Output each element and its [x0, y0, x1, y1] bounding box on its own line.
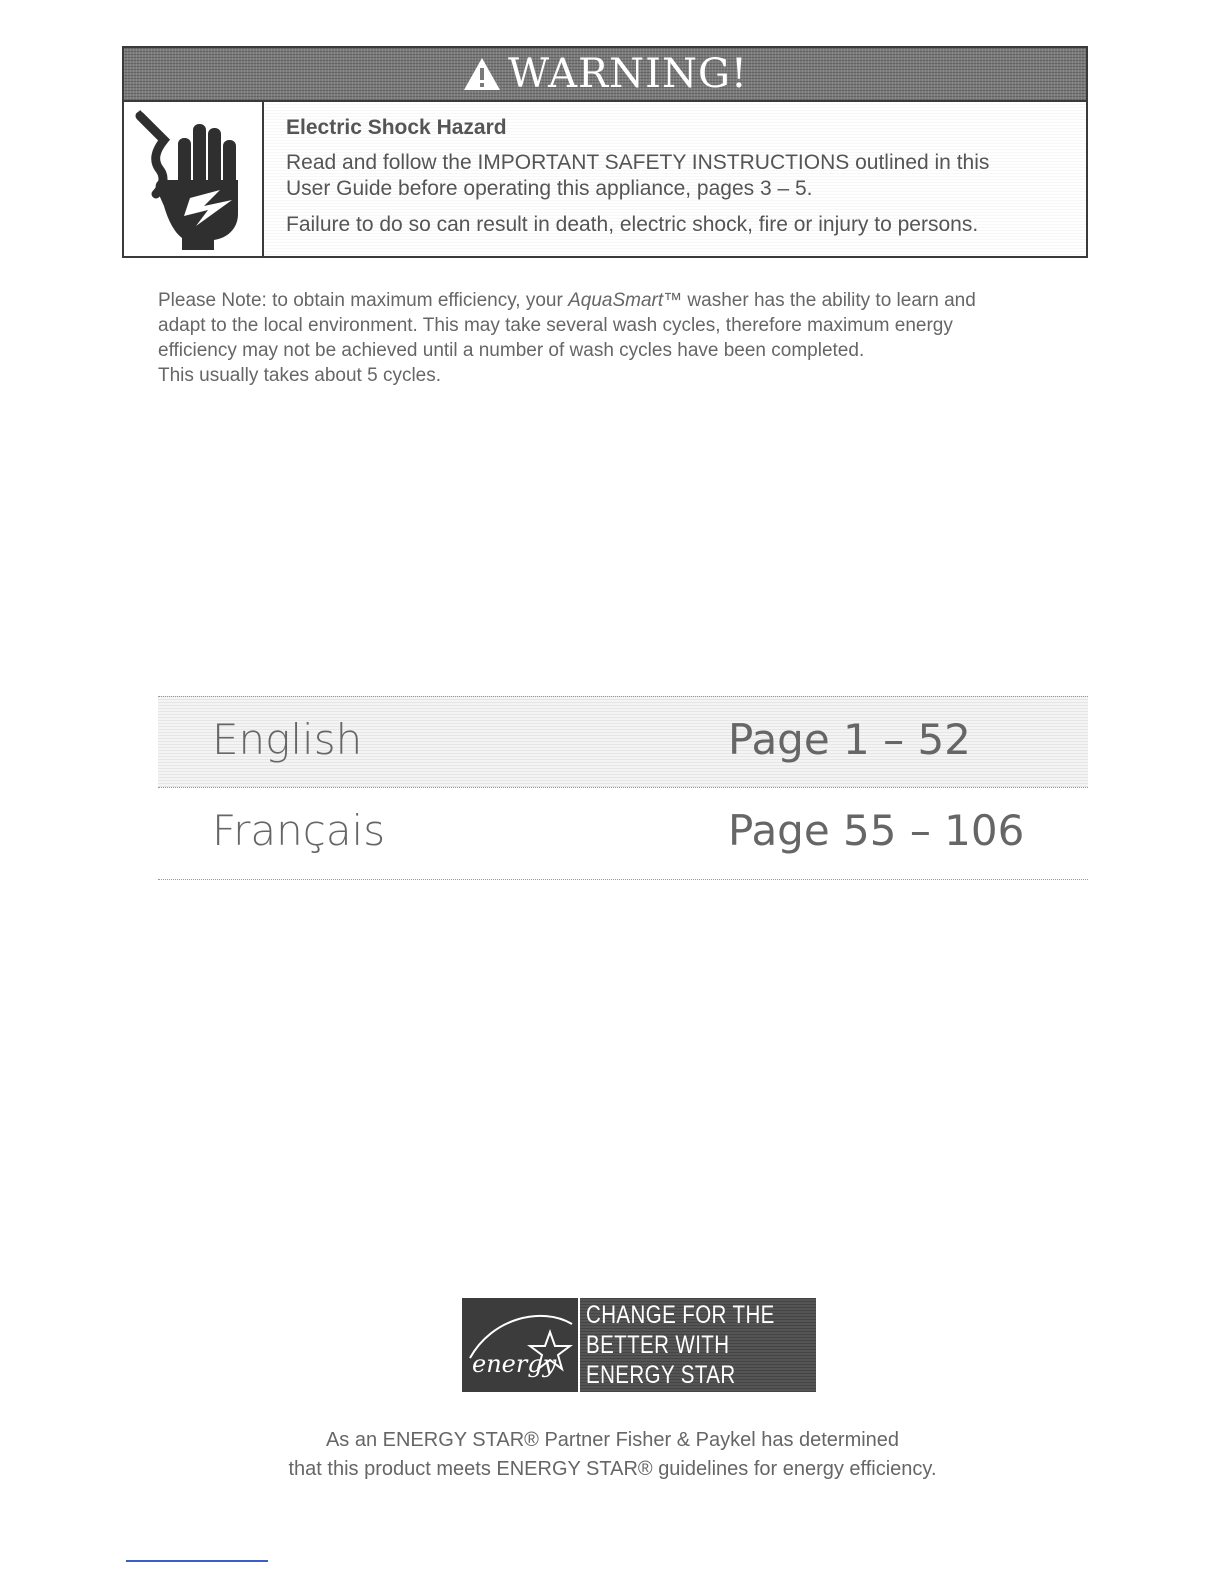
note-line-4: This usually takes about 5 cycles. [158, 365, 442, 386]
slogan-line-1: CHANGE FOR THE [586, 1301, 775, 1329]
note-line-1-post: washer has the ability to learn and [682, 290, 976, 311]
language-page-range: Page 1 – 52 [728, 715, 971, 764]
energy-star-mark-icon [462, 1298, 578, 1392]
note-line-1-pre: Please Note: to obtain maximum efficiency, your [158, 290, 569, 311]
warning-box [122, 46, 1088, 258]
energy-star-logo [462, 1298, 775, 1392]
language-name: English [212, 715, 363, 764]
partner-line-1: As an ENERGY STAR® Partner Fisher & Paykel has determined [325, 1429, 900, 1451]
energy-script: energy [472, 1350, 557, 1378]
note-line-1 [158, 288, 1088, 313]
electric-shock-hand-icon [134, 110, 252, 250]
partner-line-2: that this product meets ENERGY STAR® guidelines for energy efficiency. [288, 1458, 937, 1480]
safety-instruction-line-1: Read and follow the IMPORTANT SAFETY INSTRUCTIONS outlined in this [286, 151, 990, 174]
language-row-english[interactable] [158, 696, 1088, 788]
brand-name: AquaSmart™ [568, 290, 683, 311]
language-name: Français [212, 806, 386, 855]
note-line-2: adapt to the local environment. This may take several wash cycles, therefore maximum energy [158, 315, 953, 336]
warning-header [124, 48, 1086, 102]
failure-warning-line: Failure to do so can result in death, electric shock, fire or injury to persons. [286, 213, 979, 236]
warning-icon-cell [124, 102, 264, 258]
warning-triangle-icon [462, 56, 502, 92]
safety-instruction-line-2: User Guide before operating this appliance, pages 3 – 5. [286, 177, 813, 200]
warning-text-cell [264, 102, 1086, 258]
note-line-3: efficiency may not be achieved until a number of wash cycles have been completed. [158, 340, 865, 361]
language-page-range: Page 55 – 106 [728, 806, 1025, 855]
warning-body [124, 102, 1086, 258]
language-row-french[interactable] [158, 788, 1088, 880]
hazard-title: Electric Shock Hazard [286, 116, 507, 139]
slogan-line-3: ENERGY STAR [586, 1361, 736, 1389]
energy-star-slogan [578, 1298, 816, 1392]
energy-star-partner-statement [0, 1426, 1225, 1484]
warning-title [462, 51, 748, 97]
efficiency-note [158, 288, 1088, 388]
footer-link-underline[interactable] [126, 1560, 268, 1562]
slogan-line-2: BETTER WITH [586, 1331, 730, 1359]
warning-title-text: WARNING! [508, 51, 748, 97]
